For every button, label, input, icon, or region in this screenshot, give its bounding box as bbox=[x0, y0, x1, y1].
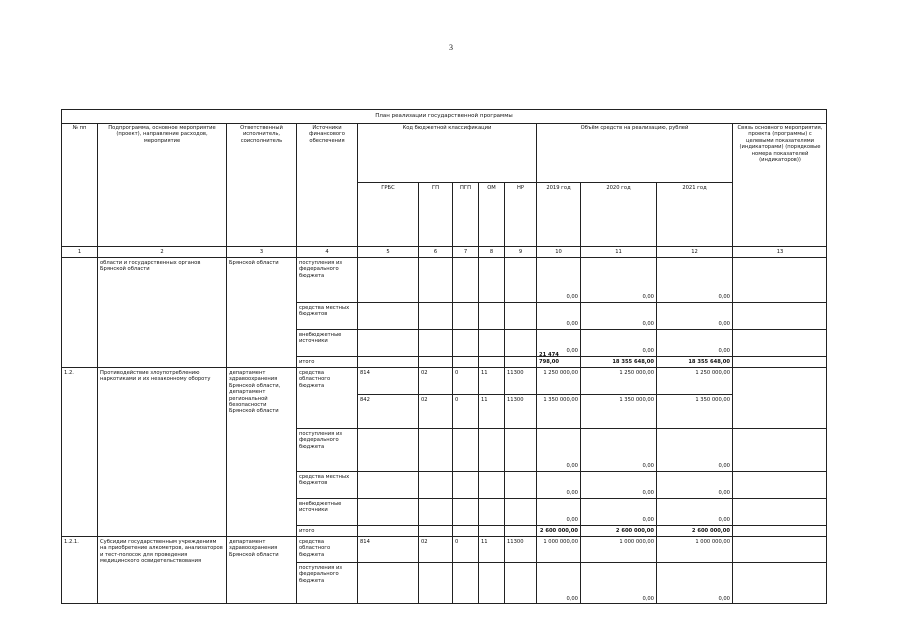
header-responsible: Ответственный исполнитель, соисполнитель bbox=[227, 123, 297, 247]
source-text: поступления из федерального бюджета bbox=[297, 429, 358, 472]
plan-table bbox=[61, 109, 827, 604]
code-om: 11 bbox=[479, 537, 505, 563]
code-cell bbox=[358, 563, 419, 604]
link-cell bbox=[733, 258, 827, 303]
code-pgp: 0 bbox=[453, 368, 479, 395]
code-cell bbox=[453, 258, 479, 303]
value-2020: 0,00 bbox=[581, 330, 657, 357]
code-cell bbox=[453, 303, 479, 330]
code-cell bbox=[505, 357, 537, 368]
value-2020: 0,00 bbox=[581, 429, 657, 472]
link-cell bbox=[733, 357, 827, 368]
source-text: итого bbox=[297, 526, 358, 537]
code-pgp: 0 bbox=[453, 395, 479, 429]
column-index: 9 bbox=[505, 247, 537, 258]
code-cell bbox=[505, 258, 537, 303]
value-2019: 0,00 bbox=[537, 472, 581, 499]
code-cell bbox=[453, 472, 479, 499]
code-cell bbox=[479, 303, 505, 330]
code-cell bbox=[453, 563, 479, 604]
code-cell bbox=[479, 526, 505, 537]
value-2021: 1 000 000,00 bbox=[657, 537, 733, 563]
code-cell bbox=[453, 357, 479, 368]
link-cell bbox=[733, 526, 827, 537]
table-title: План реализации государственной программы bbox=[62, 110, 826, 124]
code-cell bbox=[358, 258, 419, 303]
row-num bbox=[62, 258, 98, 368]
row-num: 1.2.1. bbox=[62, 537, 98, 604]
link-cell bbox=[733, 429, 827, 472]
code-cell bbox=[419, 357, 453, 368]
column-index: 12 bbox=[657, 247, 733, 258]
value-2020: 1 000 000,00 bbox=[581, 537, 657, 563]
code-pgp: 0 bbox=[453, 537, 479, 563]
value-2020: 0,00 bbox=[581, 303, 657, 330]
code-grbs: 814 bbox=[358, 368, 419, 395]
link-cell bbox=[733, 472, 827, 499]
responsible-text: департамент здравоохранения Брянской области, департамент региональной безопасности Брянской области bbox=[227, 368, 297, 537]
header-program: Подпрограмма, основное мероприятие (проект), направление расходов, мероприятие bbox=[98, 123, 227, 247]
header-num: № пп bbox=[62, 123, 98, 247]
code-cell bbox=[505, 499, 537, 526]
column-index: 11 bbox=[581, 247, 657, 258]
header-gp: ГП bbox=[419, 183, 453, 247]
row-num: 1.2. bbox=[62, 368, 98, 537]
program-text: Противодействие злоупотреблению наркотиками и их незаконному обороту bbox=[98, 368, 227, 537]
code-cell bbox=[419, 330, 453, 357]
code-cell bbox=[419, 499, 453, 526]
header-y2020: 2020 год bbox=[581, 183, 657, 247]
code-cell bbox=[505, 563, 537, 604]
code-grbs: 842 bbox=[358, 395, 419, 429]
value-2021: 0,00 bbox=[657, 303, 733, 330]
code-cell bbox=[453, 499, 479, 526]
value-2021: 0,00 bbox=[657, 472, 733, 499]
value-2021: 0,00 bbox=[657, 499, 733, 526]
value-2021: 0,00 bbox=[657, 258, 733, 303]
source-text: средства местных бюджетов bbox=[297, 303, 358, 330]
header-pgp: ПГП bbox=[453, 183, 479, 247]
code-cell bbox=[505, 429, 537, 472]
link-cell bbox=[733, 368, 827, 429]
column-index: 3 bbox=[227, 247, 297, 258]
header-sources: Источники финансового обеспечения bbox=[297, 123, 358, 247]
code-grbs: 814 bbox=[358, 537, 419, 563]
link-cell bbox=[733, 303, 827, 330]
code-cell bbox=[453, 526, 479, 537]
value-2019: 2 600 000,00 bbox=[537, 526, 581, 537]
code-gp: 02 bbox=[419, 537, 453, 563]
code-cell bbox=[479, 330, 505, 357]
code-cell bbox=[358, 303, 419, 330]
value-2019: 0,00 bbox=[537, 429, 581, 472]
code-cell bbox=[419, 563, 453, 604]
code-cell bbox=[505, 303, 537, 330]
code-cell bbox=[479, 472, 505, 499]
column-index: 6 bbox=[419, 247, 453, 258]
code-cell bbox=[479, 258, 505, 303]
value-2019: 0,00 bbox=[537, 563, 581, 604]
value-2020: 0,00 bbox=[581, 258, 657, 303]
program-text: области и государственных органов Брянской области bbox=[98, 258, 227, 368]
link-cell bbox=[733, 563, 827, 604]
header-om: ОМ bbox=[479, 183, 505, 247]
code-cell bbox=[479, 499, 505, 526]
source-text: поступления из федерального бюджета bbox=[297, 563, 358, 604]
value-2019: 1 350 000,00 bbox=[537, 395, 581, 429]
link-cell bbox=[733, 499, 827, 526]
value-2021: 1 250 000,00 bbox=[657, 368, 733, 395]
column-index: 1 bbox=[62, 247, 98, 258]
page-number: 3 bbox=[449, 43, 453, 52]
code-cell bbox=[479, 357, 505, 368]
header-link: Связь основного мероприятия, проекта (программы) с целевыми показателями (индикаторами) (порядковые номера показателей (индикаторов)) bbox=[733, 123, 827, 247]
column-index: 8 bbox=[479, 247, 505, 258]
code-cell bbox=[358, 526, 419, 537]
value-2019: 0,00 bbox=[537, 499, 581, 526]
link-cell bbox=[733, 537, 827, 563]
code-om: 11 bbox=[479, 368, 505, 395]
link-cell bbox=[733, 330, 827, 357]
code-nr: 11300 bbox=[505, 537, 537, 563]
value-2019: 21 474 798,00 bbox=[537, 357, 581, 368]
value-2019: 1 000 000,00 bbox=[537, 537, 581, 563]
code-cell bbox=[419, 526, 453, 537]
value-2020: 0,00 bbox=[581, 472, 657, 499]
source-text: средства областного бюджета bbox=[297, 368, 358, 429]
value-2019: 1 250 000,00 bbox=[537, 368, 581, 395]
source-text: средства местных бюджетов bbox=[297, 472, 358, 499]
value-2020: 18 355 648,00 bbox=[581, 357, 657, 368]
code-cell bbox=[358, 429, 419, 472]
code-cell bbox=[505, 526, 537, 537]
value-2020: 0,00 bbox=[581, 499, 657, 526]
code-cell bbox=[419, 472, 453, 499]
code-gp: 02 bbox=[419, 395, 453, 429]
header-y2019: 2019 год bbox=[537, 183, 581, 247]
value-2020: 0,00 bbox=[581, 563, 657, 604]
column-index: 7 bbox=[453, 247, 479, 258]
code-cell bbox=[479, 563, 505, 604]
source-text: итого bbox=[297, 357, 358, 368]
source-text: внебюджетные источники bbox=[297, 499, 358, 526]
value-2021: 1 350 000,00 bbox=[657, 395, 733, 429]
responsible-text: департамент здравоохранения Брянской области bbox=[227, 537, 297, 604]
header-nr: НР bbox=[505, 183, 537, 247]
value-2020: 2 600 000,00 bbox=[581, 526, 657, 537]
code-cell bbox=[505, 472, 537, 499]
header-grbs: ГРБС bbox=[358, 183, 419, 247]
column-index: 2 bbox=[98, 247, 227, 258]
value-2019: 0,00 bbox=[537, 330, 581, 357]
code-cell bbox=[479, 429, 505, 472]
header-budget-code: Код бюджетной классификации bbox=[358, 123, 537, 183]
value-2020: 1 350 000,00 bbox=[581, 395, 657, 429]
column-index: 10 bbox=[537, 247, 581, 258]
code-cell bbox=[419, 303, 453, 330]
code-gp: 02 bbox=[419, 368, 453, 395]
program-text: Субсидии государственным учреждениям на приобретение алкометров, анализаторов и тест-полосок для проведения медицинского освидетельствования bbox=[98, 537, 227, 604]
value-2021: 2 600 000,00 bbox=[657, 526, 733, 537]
code-cell bbox=[358, 472, 419, 499]
column-index: 5 bbox=[358, 247, 419, 258]
column-index: 4 bbox=[297, 247, 358, 258]
source-text: поступления из федерального бюджета bbox=[297, 258, 358, 303]
value-2019: 0,00 bbox=[537, 303, 581, 330]
code-cell bbox=[358, 357, 419, 368]
column-index: 13 bbox=[733, 247, 827, 258]
code-cell bbox=[453, 330, 479, 357]
source-text: средства областного бюджета bbox=[297, 537, 358, 563]
value-2021: 18 355 648,00 bbox=[657, 357, 733, 368]
code-nr: 11300 bbox=[505, 368, 537, 395]
responsible-text: Брянской области bbox=[227, 258, 297, 368]
value-2020: 1 250 000,00 bbox=[581, 368, 657, 395]
header-y2021: 2021 год bbox=[657, 183, 733, 247]
value-2019: 0,00 bbox=[537, 258, 581, 303]
value-2021: 0,00 bbox=[657, 429, 733, 472]
code-cell bbox=[505, 330, 537, 357]
code-nr: 11300 bbox=[505, 395, 537, 429]
header-amount: Объём средств на реализацию, рублей bbox=[537, 123, 733, 183]
code-cell bbox=[419, 258, 453, 303]
code-cell bbox=[453, 429, 479, 472]
code-om: 11 bbox=[479, 395, 505, 429]
code-cell bbox=[358, 499, 419, 526]
code-cell bbox=[419, 429, 453, 472]
source-text: внебюджетные источники bbox=[297, 330, 358, 357]
code-cell bbox=[358, 330, 419, 357]
value-2021: 0,00 bbox=[657, 563, 733, 604]
value-2021: 0,00 bbox=[657, 330, 733, 357]
